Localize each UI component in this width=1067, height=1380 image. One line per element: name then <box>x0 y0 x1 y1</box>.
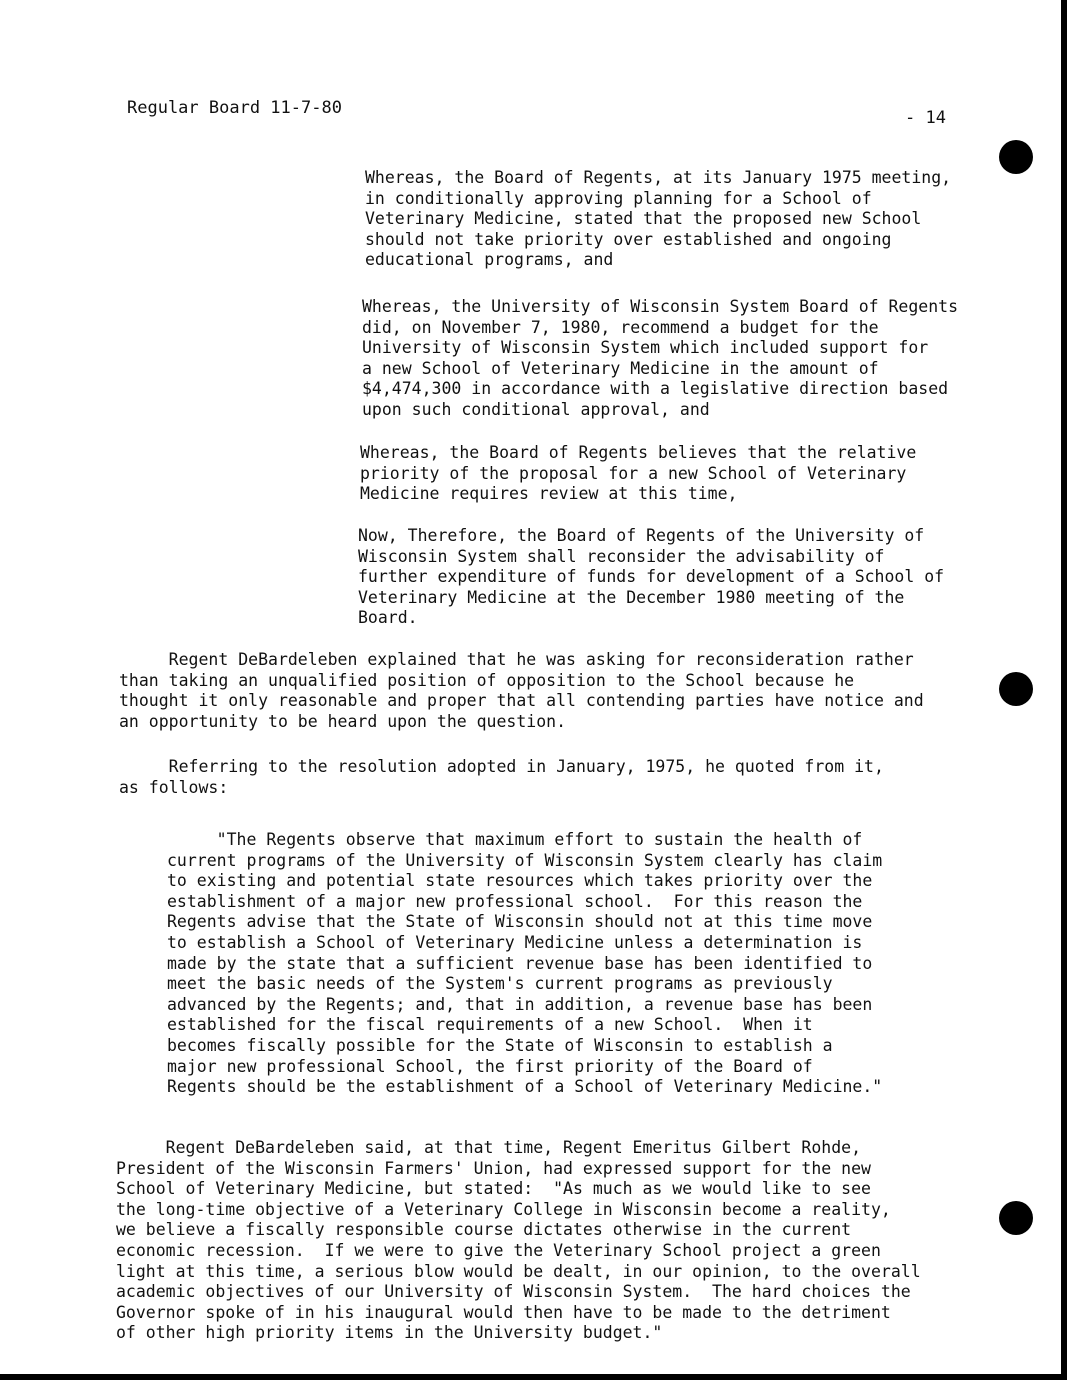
punch-hole-icon <box>999 672 1033 706</box>
scan-edge-right <box>1061 0 1067 1380</box>
paragraph-reconsideration: Regent DeBardeleben explained that he was asking for reconsideration rather than taking an unqualified position of opposition to the School because he thought it only reasonable and proper that all contending parties have notice and an opportunity to be heard upon the question. <box>119 650 924 731</box>
quoted-resolution: "The Regents observe that maximum effort to sustain the health of current programs of the University of Wisconsin System clearly has claim to existing and potential state resources which takes priority over the establishment of a major new professional school. For this reason the Regents advise that the State of Wisconsin should not at this time move to establish a School of Veterinary Medicine unless a determination is made by the state that a sufficient revenue base has been identified to meet the basic needs of the System's current programs as previously advanced by the Regents; and, that in addition, a revenue base has been established for the fiscal requirements of a new School. When it becomes fiscally possible for the State of Wisconsin to establish a major new professional School, the first priority of the Board of Regents should be the establishment of a School of Veterinary Medicine." <box>167 830 883 1097</box>
resolution-now-therefore: Now, Therefore, the Board of Regents of the University of Wisconsin System shall reconsider the advisability of further expenditure of funds for development of a School of Veterinary Medicine at the December 1980 meeting of the Board. <box>358 526 945 628</box>
scan-edge-bottom <box>0 1374 1067 1380</box>
resolution-whereas-2: Whereas, the University of Wisconsin System Board of Regents did, on November 7, 1980, recommend a budget for the University of Wisconsin System which included support for a new School of Veterinary Medicine in the amount of $4,474,300 in accordance with a legislative direction based upon such conditional approval, and <box>362 297 959 419</box>
paragraph-rohde: Regent DeBardeleben said, at that time, Regent Emeritus Gilbert Rohde, President of the Wisconsin Farmers' Union, had expressed support for the new School of Veterinary Medicine, but stated: "As much as we would like to see the long-time objective of a Veterinary College in Wisconsin become a reality, we believe a fiscally responsible course dictates otherwise in the current economic recession. If we were to give the Veterinary School project a green light at this time, a serious blow would be dealt, in our opinion, to the overall academic objectives of our University of Wisconsin System. The hard choices the Governor spoke of in his inaugural would then have to be made to the detriment of other high priority items in the University budget." <box>116 1138 921 1343</box>
paragraph-referring: Referring to the resolution adopted in January, 1975, he quoted from it, as follows: <box>119 757 884 797</box>
punch-hole-icon <box>999 140 1033 174</box>
page-number: - 14 <box>905 108 946 128</box>
punch-hole-icon <box>999 1201 1033 1235</box>
resolution-whereas-1: Whereas, the Board of Regents, at its January 1975 meeting, in conditionally approving planning for a School of Veterinary Medicine, stated that the proposed new School should not take priority over established and ongoing educational programs, and <box>365 168 952 270</box>
resolution-whereas-3: Whereas, the Board of Regents believes that the relative priority of the proposal for a new School of Veterinary Medicine requires review at this time, <box>360 443 917 504</box>
document-header: Regular Board 11-7-80 <box>127 98 342 118</box>
